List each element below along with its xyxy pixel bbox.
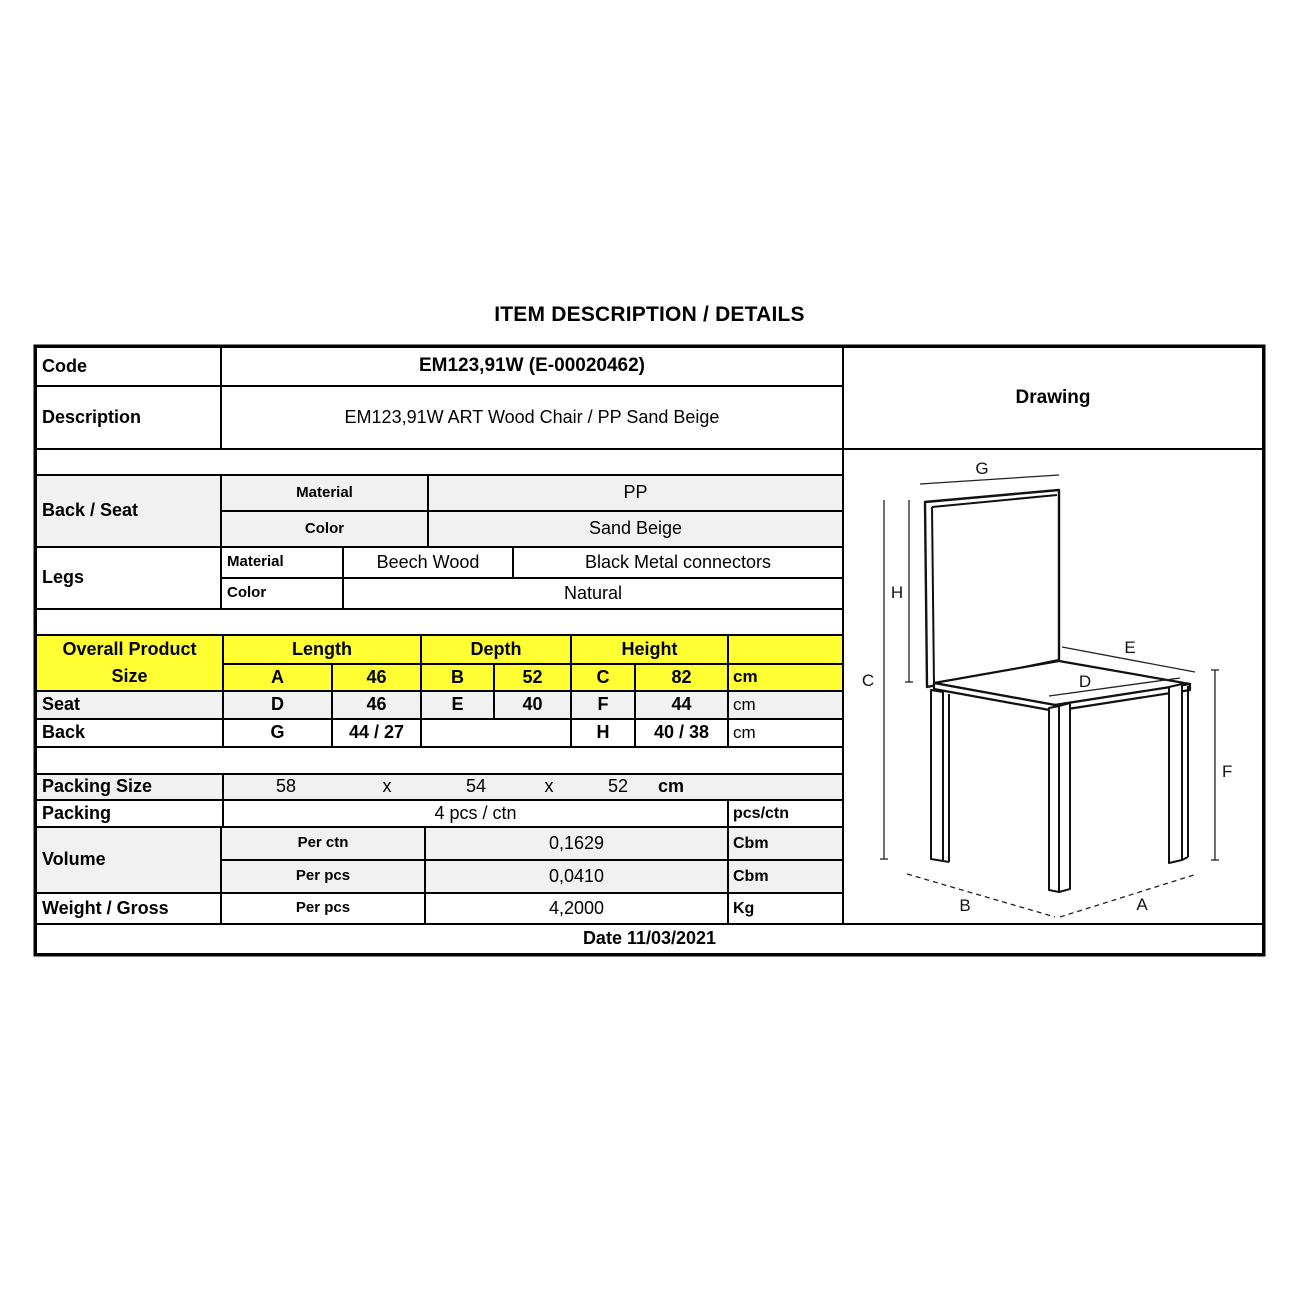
overall-v1: 46 xyxy=(331,663,422,692)
packing-sep-1: x xyxy=(382,776,392,797)
back-seat-color-value: Sand Beige xyxy=(427,510,844,548)
spacer-row xyxy=(35,608,844,636)
overall-v3: 82 xyxy=(634,663,729,692)
spec-table xyxy=(35,346,1264,955)
size-header-label xyxy=(35,634,224,692)
size-header-line1: Overall Product xyxy=(62,639,197,659)
spacer-row xyxy=(35,448,844,476)
description-value: EM123,91W ART Wood Chair / PP Sand Beige xyxy=(220,385,844,450)
packing-dim-1: 58 xyxy=(275,776,297,797)
weight-value: 4,2000 xyxy=(424,892,729,925)
packing-dim-2: 54 xyxy=(465,776,487,797)
legs-label: Legs xyxy=(35,546,222,610)
seat-unit: cm xyxy=(727,690,844,720)
packing-size-label: Packing Size xyxy=(35,773,224,801)
drawing-area xyxy=(842,448,1264,925)
packing-unit: pcs/ctn xyxy=(727,799,844,828)
legs-color-label: Color xyxy=(220,577,344,610)
legs-material-label: Material xyxy=(220,546,344,579)
weight-unit: Kg xyxy=(727,892,844,925)
volume-row2-unit: Cbm xyxy=(727,859,844,894)
dim-label-d: D xyxy=(1078,672,1092,691)
description-label: Description xyxy=(35,385,222,450)
code-value: EM123,91W (E-00020462) xyxy=(220,346,844,387)
size-col-unit-header xyxy=(727,634,844,665)
dim-label-e: E xyxy=(1124,638,1136,657)
packing-size-value xyxy=(222,773,844,801)
overall-v2: 52 xyxy=(493,663,572,692)
seat-row-label: Seat xyxy=(35,690,224,720)
back-seat-material-value: PP xyxy=(427,474,844,512)
seat-v3: 44 xyxy=(634,690,729,720)
overall-k1: A xyxy=(222,663,333,692)
overall-k2: B xyxy=(420,663,495,692)
packing-sep-2: x xyxy=(544,776,554,797)
volume-row1-per: Per ctn xyxy=(220,826,426,861)
legs-color-value: Natural xyxy=(342,577,844,610)
seat-v2: 40 xyxy=(493,690,572,720)
legs-material-value-2: Black Metal connectors xyxy=(512,546,844,579)
dim-label-b: B xyxy=(959,896,971,915)
packing-dim-unit: cm xyxy=(657,776,685,797)
dim-label-h: H xyxy=(890,583,904,602)
back-seat-label: Back / Seat xyxy=(35,474,222,548)
volume-row1-value: 0,1629 xyxy=(424,826,729,861)
back-k3: H xyxy=(570,718,636,748)
chair-drawing xyxy=(844,450,1262,923)
spacer-row xyxy=(35,746,844,775)
seat-k2: E xyxy=(420,690,495,720)
back-unit: cm xyxy=(727,718,844,748)
volume-label: Volume xyxy=(35,826,222,894)
dim-label-f: F xyxy=(1222,762,1233,781)
dim-label-g: G xyxy=(975,459,989,478)
back-row-label: Back xyxy=(35,718,224,748)
code-label: Code xyxy=(35,346,222,387)
size-col-depth: Depth xyxy=(420,634,572,665)
volume-row2-value: 0,0410 xyxy=(424,859,729,894)
legs-material-value-1: Beech Wood xyxy=(342,546,514,579)
back-v1: 44 / 27 xyxy=(331,718,422,748)
back-seat-color-label: Color xyxy=(220,510,429,548)
page-title: ITEM DESCRIPTION / DETAILS xyxy=(494,303,805,326)
seat-k1: D xyxy=(222,690,333,720)
overall-unit: cm xyxy=(727,663,844,692)
packing-dim-3: 52 xyxy=(607,776,629,797)
volume-row1-unit: Cbm xyxy=(727,826,844,861)
size-col-height: Height xyxy=(570,634,729,665)
back-empty xyxy=(420,718,572,748)
back-seat-material-label: Material xyxy=(220,474,429,512)
weight-label: Weight / Gross xyxy=(35,892,222,925)
volume-row2-per: Per pcs xyxy=(220,859,426,894)
packing-label: Packing xyxy=(35,799,224,828)
overall-k3: C xyxy=(570,663,636,692)
size-col-length: Length xyxy=(222,634,422,665)
weight-per: Per pcs xyxy=(220,892,426,925)
seat-v1: 46 xyxy=(331,690,422,720)
size-header-line2: Size xyxy=(111,666,148,686)
packing-value: 4 pcs / ctn xyxy=(222,799,729,828)
dim-label-c: C xyxy=(861,671,875,690)
back-k1: G xyxy=(222,718,333,748)
drawing-header: Drawing xyxy=(842,346,1264,450)
date-row: Date 11/03/2021 xyxy=(35,923,1264,955)
seat-k3: F xyxy=(570,690,636,720)
back-v3: 40 / 38 xyxy=(634,718,729,748)
dim-label-a: A xyxy=(1136,895,1148,914)
